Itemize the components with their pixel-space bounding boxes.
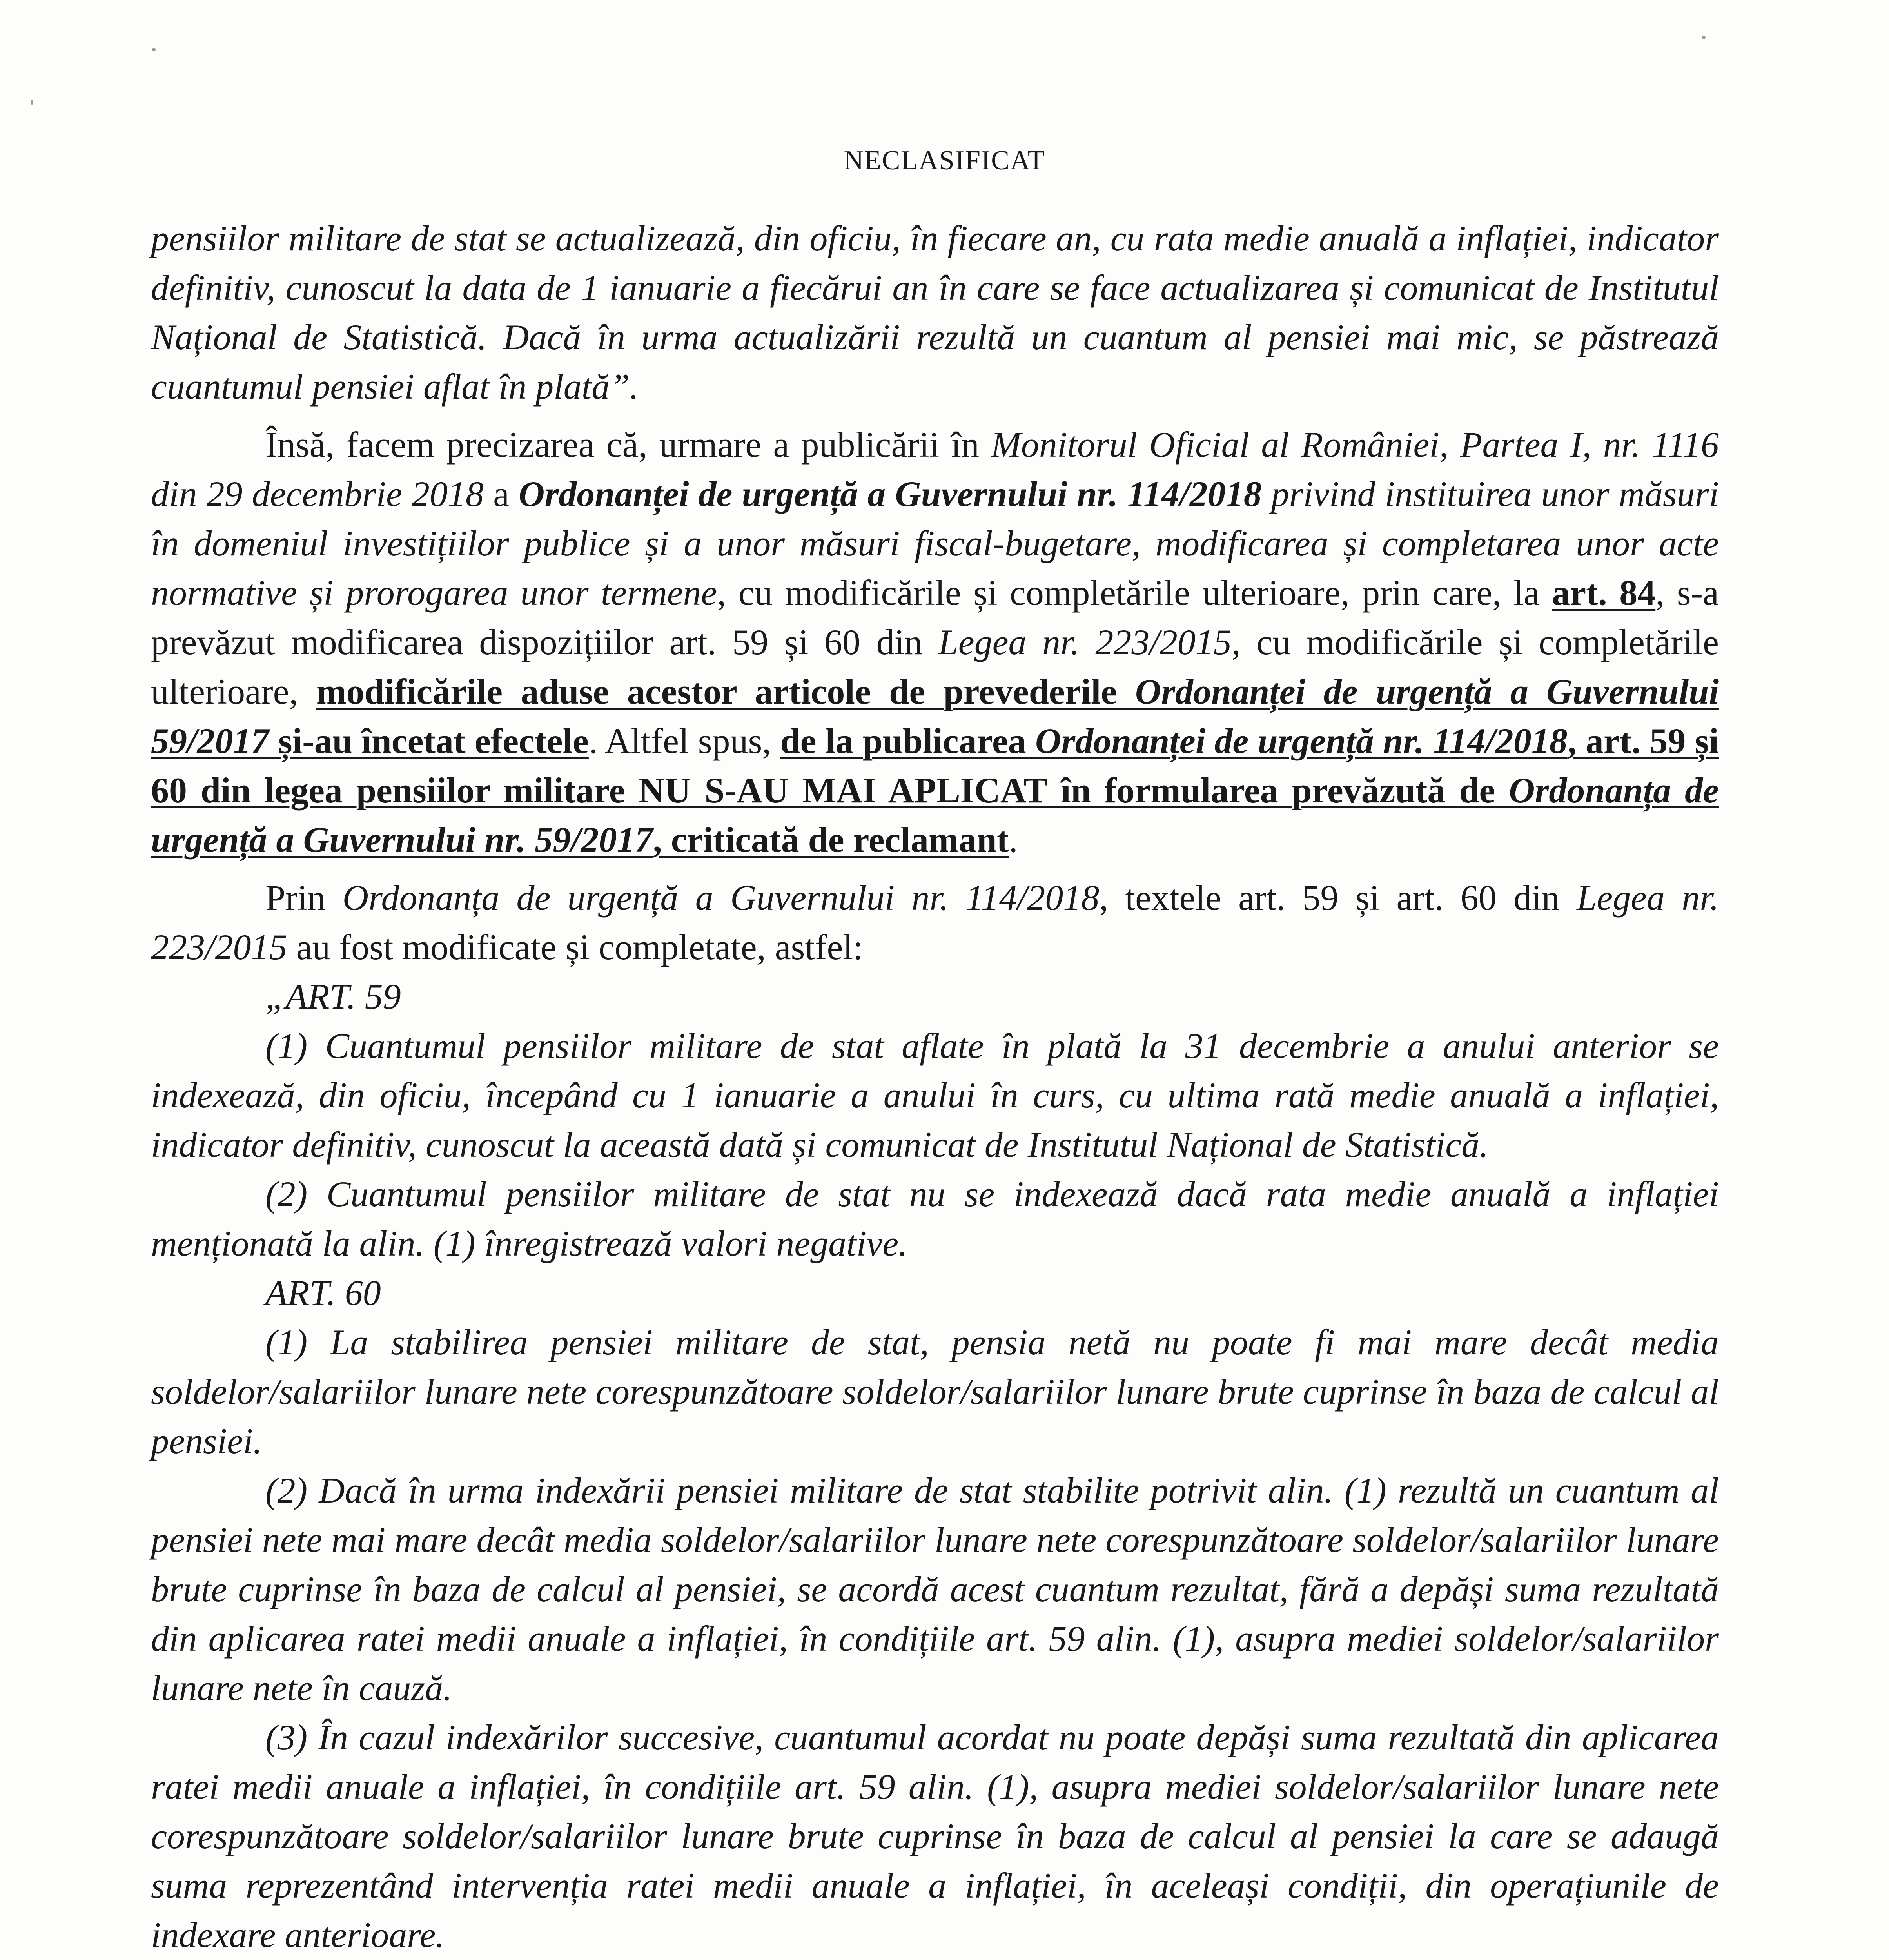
text-run: Monitorul Oficial al României, Partea I, nr. 1116 din 29 decembrie 2018 (151, 425, 1719, 514)
paragraph (151, 1169, 1719, 1268)
text-run: Ordonanța de urgență a Guvernului nr. 114/2018 (342, 878, 1100, 918)
text-run: (2) Cuantumul pensiilor militare de stat nu se indexează dacă rata medie anuală a inflației menționată la alin. (1) înregistrează valori negative. (151, 1174, 1719, 1263)
text-run: de la publicarea (780, 721, 1035, 761)
text-run: ART. 60 (265, 1273, 381, 1313)
text-run: Ordonanței de urgență nr. 114/2018 (1035, 721, 1568, 761)
scan-speck (1702, 36, 1706, 39)
text-run: și-au încetat efectele (269, 721, 589, 761)
text-run: Ordonanța de urgență a Guvernului nr. 59/2017 (151, 770, 1719, 860)
paragraph (151, 1021, 1719, 1169)
text-run: (1) La stabilirea pensiei militare de stat, pensia netă nu poate fi mai mare decât media soldelor/salariilor lunare nete corespunzătoare soldelor/salariilor lunare brute cuprinse în baza de calcul al pensiei. (151, 1322, 1719, 1461)
text-run: Prin (265, 878, 343, 918)
text-run: , art. 59 și 60 din legea pensiilor militare NU S-AU MAI APLICAT în formularea prevăzută de (151, 721, 1719, 810)
paragraph (151, 1268, 1719, 1318)
scan-speck (152, 48, 156, 51)
text-run: (3) În cazul indexărilor succesive, cuantumul acordat nu poate depăși suma rezultată din aplicarea ratei medii anuale a inflației, în condițiile art. 59 alin. (1), asupra mediei soldelor/salariilor lunare nete corespunzătoare soldelor/salariilor lunare brute cuprinse în baza de calcul al pensiei la care se adaugă suma reprezentând intervenția ratei medii anuale a inflației, în aceleași condiții, din operațiunile de indexare anterioare. (151, 1717, 1719, 1955)
text-run: pensiilor militare de stat se actualizează, din oficiu, în fiecare an, cu rata medie anuală a inflației, indicator definitiv, cunoscut la data de 1 ianuarie a fiecărui an în care se face actualizarea și comunicat de Institutul Național de Statistică. Dacă în urma actualizării rezultă un cuantum al pensiei mai mic, se păstrează cuantumul pensiei aflat în plată”. (151, 218, 1719, 407)
paragraph (151, 420, 1719, 864)
document-body (151, 214, 1719, 1960)
text-run: Însă, facem precizarea că, urmare a publicării în (265, 425, 991, 465)
text-run: Legea nr. 223/2015 (151, 878, 1719, 967)
text-run: . Altfel spus, (588, 721, 780, 761)
paragraph (151, 972, 1719, 1021)
text-run: . (1009, 820, 1018, 860)
text-run: (1) Cuantumul pensiilor militare de stat aflate în plată la 31 decembrie a anului anterior se indexează, din oficiu, începând cu 1 ianuarie a anului în curs, cu ultima rată medie anuală a inflației, indicator definitiv, cunoscut la această dată și comunicat de Institutul Național de Statistică. (151, 1026, 1719, 1165)
paragraph (151, 873, 1719, 972)
scan-speck (31, 100, 33, 105)
text-run: art. 84 (1552, 573, 1656, 613)
text-run: au fost modificate și completate, astfel: (287, 927, 863, 967)
text-run: privind instituirea unor măsuri în domeniul investițiilor publice și a unor măsuri fiscal-bugetare, modificarea și completarea unor acte normative și prorogarea unor termene (151, 474, 1719, 613)
text-run: (2) Dacă în urma indexării pensiei militare de stat stabilite potrivit alin. (1) rezultă un cuantum al pensiei nete mai mare decât media soldelor/salariilor lunare nete corespunzătoare soldelor/salariilor lunare brute cuprinse în baza de calcul al pensiei, se acordă acest cuantum rezultat, fără a depăși suma rezultată din aplicarea ratei medii anuale a inflației, în condițiile art. 59 alin. (1), asupra mediei soldelor/salariilor lunare nete în cauză. (151, 1470, 1719, 1708)
text-run (1262, 474, 1271, 514)
paragraph (151, 1318, 1719, 1466)
text-run: Ordonanței de urgență a Guvernului 59/2017 (151, 671, 1719, 761)
text-run: Legea nr. 223/2015 (938, 622, 1232, 662)
paragraph (151, 214, 1719, 411)
page-header-classification: NECLASIFICAT (844, 145, 1045, 176)
text-run: Ordonanței de urgență a Guvernului nr. 114/2018 (519, 474, 1262, 514)
text-run: , s-a prevăzut modificarea dispozițiilor art. 59 și 60 din (151, 573, 1719, 662)
text-run: , cu modificările și completările ulterioare, (151, 622, 1719, 711)
text-run: modificările aduse acestor articole de prevederile (316, 671, 1135, 711)
text-run: „ART. 59 (265, 976, 401, 1016)
paragraph (151, 1466, 1719, 1713)
text-run: , criticată de reclamant (653, 820, 1009, 860)
text-run: a (484, 474, 519, 514)
text-run: , cu modificările și completările ulterioare, prin care, la (717, 573, 1552, 613)
paragraph (151, 1713, 1719, 1960)
text-run: , textele art. 59 și art. 60 din (1099, 878, 1577, 918)
